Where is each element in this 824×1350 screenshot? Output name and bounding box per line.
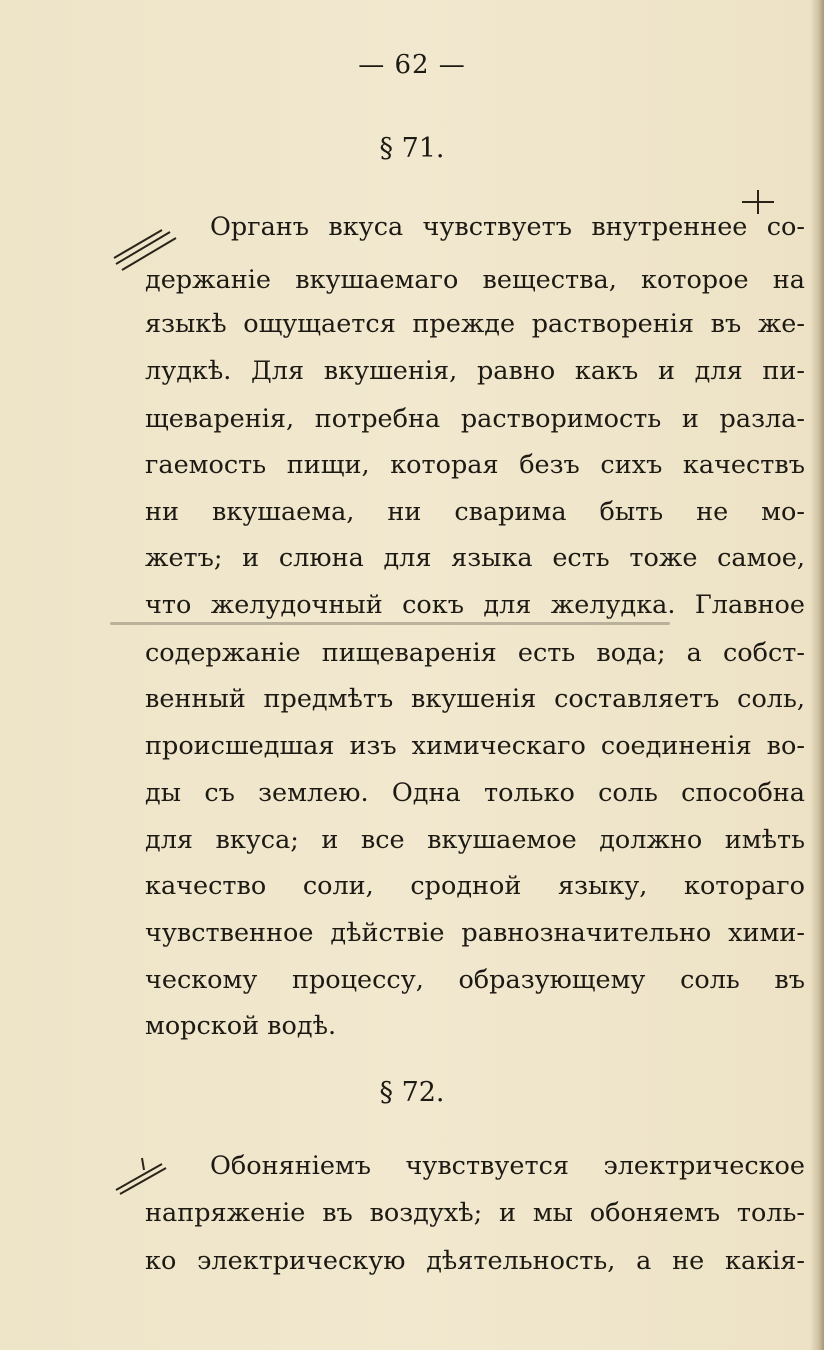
paragraph-line: щеваренія, потребна растворимость и разла- — [145, 404, 805, 434]
section-heading-71: § 71. — [379, 133, 445, 164]
page-edge-shadow — [810, 0, 824, 1350]
ink-smudge — [110, 622, 670, 625]
paragraph-line: венный предмѣтъ вкушенія составляетъ соль, — [145, 684, 805, 714]
paragraph-line: языкѣ ощущается прежде растворенія въ же- — [145, 309, 805, 339]
margin-pencil-mark — [112, 1150, 172, 1200]
paragraph-line: лудкѣ. Для вкушенія, равно какъ и для пи- — [145, 356, 805, 386]
paragraph-line: содержаніе пищеваренія есть вода; а собст- — [145, 638, 805, 668]
section-heading-72: § 72. — [379, 1077, 445, 1108]
paragraph-line: качество соли, сродной языку, котораго — [145, 871, 805, 901]
paragraph-line: ды съ землею. Одна только соль способна — [145, 778, 805, 808]
paragraph-line: гаемость пищи, которая безъ сихъ качествъ — [145, 450, 805, 480]
paragraph-line: напряженіе въ воздухѣ; и мы обоняемъ толь- — [145, 1198, 805, 1228]
margin-cross-mark — [738, 188, 778, 218]
paragraph-line: ческому процессу, образующему соль въ — [145, 965, 805, 995]
paragraph-line: ни вкушаема, ни сварима быть не мо- — [145, 497, 805, 527]
paragraph-line: морской водѣ. — [145, 1011, 337, 1041]
paragraph-line: ко электрическую дѣятельность, а не какія- — [145, 1246, 805, 1276]
paragraph-line: Обоняніемъ чувствуется электрическое — [210, 1151, 805, 1181]
paragraph-line: держаніе вкушаемаго вещества, которое на — [145, 265, 805, 295]
page-number: — 62 — — [358, 50, 466, 80]
paragraph-line: чувственное дѣйствіе равнозначительно хими- — [145, 918, 805, 948]
paragraph-line: Органъ вкуса чувствуетъ внутреннее со- — [210, 212, 805, 242]
paragraph-line: для вкуса; и все вкушаемое должно имѣть — [145, 825, 805, 855]
margin-pencil-mark — [112, 222, 182, 282]
paragraph-line: что желудочный сокъ для желудка. Главное — [145, 590, 805, 620]
paragraph-line: жетъ; и слюна для языка есть тоже самое, — [145, 543, 805, 573]
paragraph-line: происшедшая изъ химическаго соединенія во- — [145, 731, 805, 761]
